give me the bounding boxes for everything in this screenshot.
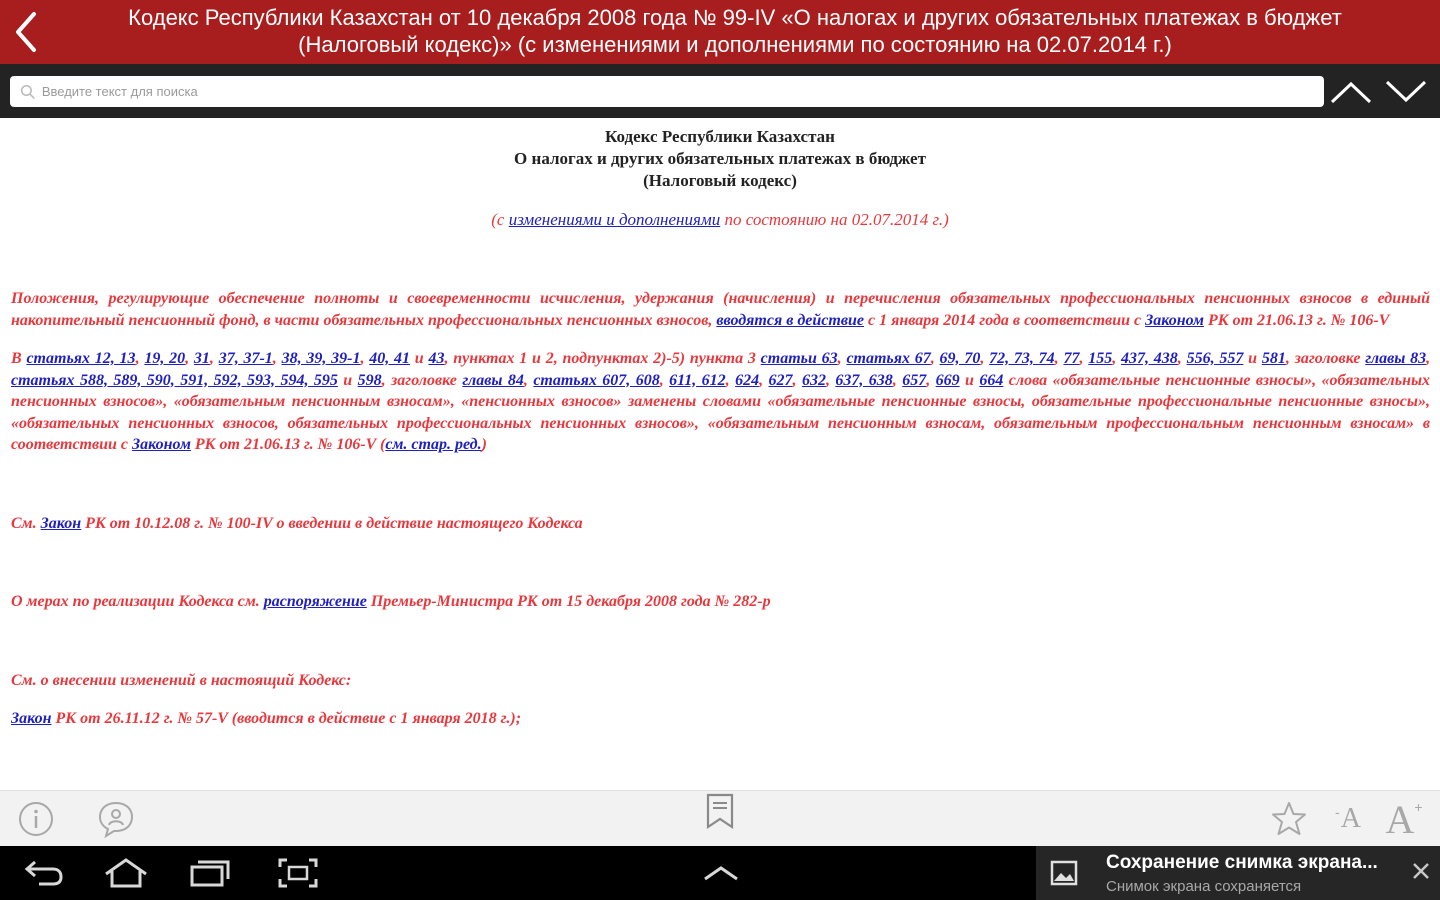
paragraph-text: , bbox=[926, 371, 936, 389]
info-button[interactable] bbox=[14, 797, 58, 841]
chapter-link[interactable]: главы 84 bbox=[462, 371, 524, 389]
article-link[interactable]: 611, 612 bbox=[669, 371, 726, 389]
status-text: по состоянию на 02.07.2014 г.) bbox=[720, 210, 949, 229]
paragraph-text: , bbox=[1177, 350, 1187, 367]
article-link[interactable]: 155 bbox=[1088, 350, 1113, 367]
article-link[interactable]: 632 bbox=[801, 371, 826, 389]
font-decrease-button[interactable] bbox=[1326, 797, 1370, 841]
paragraph-text: Положения, регулирующие обеспечение полноты и своевременности исчисления, удержания (начисления) и перечисления обязательных профессиональных пенсионных взносов в единый накопительный пенсионный фонд, в части обязательных профессиональных пенсионных взносов, bbox=[11, 290, 1430, 329]
article-link[interactable]: 637, 638 bbox=[835, 371, 893, 389]
article-link[interactable]: статьи 63 bbox=[760, 350, 838, 367]
paragraph-text: См. bbox=[11, 514, 41, 532]
paragraph-text: с 1 января 2014 года в соответствии с bbox=[863, 311, 1146, 329]
font-increase-label: A bbox=[1385, 796, 1415, 842]
search-next-button[interactable] bbox=[1384, 70, 1428, 114]
back-button[interactable] bbox=[4, 4, 50, 60]
paragraph-text: , заголовке bbox=[1285, 350, 1366, 367]
paragraph-text: , bbox=[837, 350, 847, 367]
chevron-down-icon bbox=[1385, 80, 1427, 104]
screenshot-icon bbox=[277, 857, 319, 889]
paragraph-text: слова «обязательные пенсионные взносы», «обязательных пенсионных взносов», «обязательным пенсионным взносам», «пенсионных взносов» заменены словами «обязательные пенсионные взносы, обязательные профессиональные пенсионные взносы», «обязательных пенсионных взносов, обязательных профессиональных пенсионных взносов», «обязательным пенсионным взносам, обязательным профессиональным пенсионным взносам» в соответствии с bbox=[11, 371, 1431, 453]
system-menu-up-button[interactable] bbox=[697, 853, 745, 893]
paragraph-text: ) bbox=[481, 436, 487, 453]
paragraph-text: , bbox=[892, 371, 903, 389]
paragraph-text: , заголовке bbox=[381, 371, 463, 389]
notification-subtitle: Снимок экрана сохраняется bbox=[1106, 878, 1302, 895]
heading-line-1: Кодекс Республики Казахстан bbox=[605, 127, 835, 146]
search-bar bbox=[0, 64, 1440, 118]
law-link[interactable]: Законом bbox=[1145, 311, 1204, 329]
article-link[interactable]: 657 bbox=[902, 371, 927, 389]
heading-line-3: (Налоговый кодекс) bbox=[643, 171, 797, 190]
system-nav-bar bbox=[0, 846, 1440, 900]
article-link[interactable]: 624 bbox=[735, 371, 760, 389]
font-increase-button[interactable] bbox=[1382, 797, 1426, 841]
heading-line-2: О налогах и других обязательных платежах в бюджет bbox=[514, 149, 926, 168]
paragraph-text: О мерах по реализации Кодекса см. bbox=[11, 593, 264, 610]
article-link[interactable]: 437, 438 bbox=[1121, 350, 1178, 367]
chapter-link[interactable]: главы 83 bbox=[1365, 350, 1427, 367]
status-line bbox=[0, 210, 1440, 230]
document-heading bbox=[0, 126, 1440, 192]
home-button[interactable] bbox=[102, 853, 150, 893]
paragraph-amending-law bbox=[0, 708, 1440, 730]
paragraph-text: РК от 21.06.13 г. № 106-V bbox=[1203, 311, 1390, 329]
article-link[interactable]: статьях 607, 608 bbox=[533, 371, 660, 389]
notification-title: Сохранение снимка экрана... bbox=[1106, 852, 1378, 873]
paragraph-text: , bbox=[360, 350, 370, 367]
paragraph-text: РК от 21.06.13 г. № 106-V ( bbox=[190, 436, 386, 453]
paragraph-text: , bbox=[209, 350, 219, 367]
paragraph-text: , bbox=[930, 350, 940, 367]
bookmark-icon bbox=[705, 792, 735, 830]
order-link[interactable]: распоряжение bbox=[263, 593, 367, 610]
chat-icon bbox=[96, 799, 136, 839]
article-link[interactable]: 669 bbox=[935, 371, 960, 389]
search-icon bbox=[20, 84, 36, 100]
article-link[interactable]: 77 bbox=[1063, 350, 1080, 367]
paragraph-text: , пунктах 1 и 2, подпунктах 2)-5) пункта 3 bbox=[444, 350, 761, 367]
app-header bbox=[0, 0, 1440, 64]
recents-button[interactable] bbox=[186, 853, 234, 893]
plus-sign: + bbox=[1414, 799, 1423, 815]
article-link[interactable]: 72, 73, 74 bbox=[989, 350, 1055, 367]
paragraph-text: , bbox=[1054, 350, 1064, 367]
article-link[interactable]: 43 bbox=[428, 350, 445, 367]
law-link[interactable]: Закон bbox=[11, 710, 52, 727]
info-icon bbox=[17, 800, 55, 838]
home-icon bbox=[103, 857, 149, 889]
chevron-up-icon bbox=[703, 865, 739, 881]
article-link[interactable]: 40, 41 bbox=[369, 350, 411, 367]
article-link[interactable]: статьях 12, 13 bbox=[26, 350, 136, 367]
paragraph-text: и bbox=[410, 350, 429, 367]
page-title bbox=[60, 4, 1410, 58]
system-back-button[interactable] bbox=[20, 853, 68, 893]
old-edition-link[interactable]: см. стар. ред. bbox=[385, 436, 482, 453]
article-link[interactable]: статьях 67 bbox=[846, 350, 931, 367]
document-view[interactable] bbox=[0, 118, 1440, 790]
article-link[interactable]: статьях 588, 589, 590, 591, 592, 593, 594, 595 bbox=[11, 371, 338, 389]
article-link[interactable]: 627 bbox=[768, 371, 793, 389]
paragraph-text: Премьер-Министра РК от 15 декабря 2008 года № 282-р bbox=[366, 593, 771, 610]
paragraph-text: , bbox=[792, 371, 802, 389]
paragraph-text: , bbox=[980, 350, 990, 367]
paragraph-articles-amended bbox=[0, 348, 1440, 456]
search-prev-button[interactable] bbox=[1329, 70, 1373, 114]
paragraph-text: РК от 10.12.08 г. № 100-IV о введении в действие настоящего Кодекса bbox=[81, 514, 583, 532]
effective-link[interactable]: вводятся в действие bbox=[716, 311, 864, 329]
paragraph-implementation bbox=[0, 591, 1440, 613]
paragraph-text: , bbox=[1426, 350, 1431, 367]
system-back-icon bbox=[23, 858, 65, 888]
search-box bbox=[10, 76, 1324, 107]
article-link[interactable]: 598 bbox=[357, 371, 382, 389]
paragraph-text: и bbox=[959, 371, 980, 389]
paragraph-text: , bbox=[185, 350, 194, 367]
screenshot-notification[interactable] bbox=[1036, 846, 1440, 900]
paragraph-text: В bbox=[11, 350, 27, 367]
bookmark-button[interactable] bbox=[698, 789, 742, 833]
status-text: (с bbox=[491, 210, 509, 229]
star-icon bbox=[1270, 800, 1308, 838]
article-link[interactable]: 664 bbox=[979, 371, 1004, 389]
paragraph-text: , bbox=[523, 371, 534, 389]
paragraph-text: , bbox=[825, 371, 836, 389]
article-link[interactable]: 31 bbox=[193, 350, 210, 367]
paragraph-text: , bbox=[725, 371, 736, 389]
article-link[interactable]: 37, 37-1 bbox=[218, 350, 273, 367]
paragraph-amendments-heading: См. о внесении изменений в настоящий Кодекс: bbox=[11, 671, 352, 689]
close-icon[interactable] bbox=[1410, 860, 1432, 882]
law-link[interactable]: Закон bbox=[40, 514, 82, 532]
article-link[interactable]: 69, 70 bbox=[939, 350, 981, 367]
paragraph-text: , bbox=[759, 371, 769, 389]
article-link[interactable]: 581 bbox=[1261, 350, 1286, 367]
paragraph-text: , bbox=[1079, 350, 1089, 367]
paragraph-text: , bbox=[659, 371, 670, 389]
favorite-button[interactable] bbox=[1267, 797, 1311, 841]
minus-sign: - bbox=[1335, 804, 1340, 820]
title-line-1: Кодекс Республики Казахстан от 10 декабря 2008 года № 99-IV «О налогах и других обязательных платежах в бюджет bbox=[128, 5, 1342, 30]
search-input[interactable] bbox=[36, 76, 1324, 107]
article-link[interactable]: 38, 39, 39-1 bbox=[281, 350, 361, 367]
paragraph-see-law bbox=[0, 513, 1440, 535]
title-line-2: (Налоговый кодекс)» (с изменениями и дополнениями по состоянию на 02.07.2014 г.) bbox=[298, 32, 1172, 57]
amendments-link[interactable]: изменениями и дополнениями bbox=[508, 210, 721, 229]
chat-button[interactable] bbox=[94, 797, 138, 841]
paragraph-text: и bbox=[337, 371, 358, 389]
paragraph-pension-provisions bbox=[0, 288, 1440, 331]
article-link[interactable]: 556, 557 bbox=[1186, 350, 1244, 367]
font-decrease-label: A bbox=[1340, 803, 1361, 834]
recents-icon bbox=[188, 858, 232, 888]
paragraph-text: РК от 26.11.12 г. № 57-V (вводится в действие с 1 января 2018 г.); bbox=[51, 710, 522, 727]
article-link[interactable]: 19, 20 bbox=[144, 350, 186, 367]
chevron-up-icon bbox=[1330, 80, 1372, 104]
paragraph-text: , bbox=[135, 350, 145, 367]
paragraph-text: , bbox=[1112, 350, 1122, 367]
screenshot-button[interactable] bbox=[274, 853, 322, 893]
bottom-toolbar bbox=[0, 790, 1440, 846]
image-icon bbox=[1050, 859, 1078, 887]
paragraph-text: , bbox=[272, 350, 282, 367]
paragraph-text: и bbox=[1243, 350, 1262, 367]
law-link[interactable]: Законом bbox=[132, 436, 191, 453]
chevron-left-icon bbox=[12, 10, 42, 54]
